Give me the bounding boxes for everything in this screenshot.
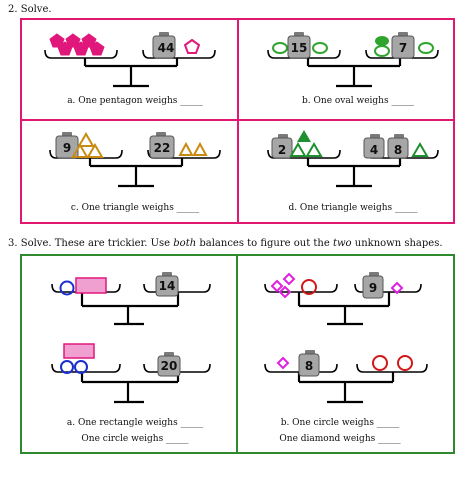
q3-left bbox=[52, 272, 242, 452]
scale-beam bbox=[85, 58, 177, 86]
weight-label: 2 bbox=[277, 143, 287, 157]
weight-label: 4 bbox=[369, 143, 379, 157]
weight-label: 7 bbox=[398, 41, 408, 55]
oval-shape bbox=[313, 43, 327, 53]
triangle-shape bbox=[180, 144, 206, 155]
weight-label: 8 bbox=[304, 359, 314, 373]
q3-right bbox=[265, 272, 455, 452]
caption-b: b. One oval weighs _____ bbox=[302, 96, 414, 106]
caption-q3-b1: b. One circle weighs _____ bbox=[280, 418, 400, 428]
weight-label: 8 bbox=[393, 143, 403, 157]
weight-label: 20 bbox=[160, 359, 178, 373]
circle-shape bbox=[373, 356, 387, 370]
oval-shape bbox=[375, 36, 389, 46]
q2-heading: 2. Solve. bbox=[8, 4, 52, 15]
caption-q3-a1: a. One rectangle weighs _____ bbox=[66, 418, 204, 428]
weight-label: 15 bbox=[290, 41, 308, 55]
triangle-shape bbox=[291, 130, 321, 156]
caption-a: a. One pentagon weighs _____ bbox=[67, 96, 203, 106]
weight-label: 9 bbox=[368, 281, 378, 295]
q2-cell-b bbox=[268, 28, 458, 123]
weight-label: 9 bbox=[62, 141, 72, 155]
caption-c: c. One triangle weighs _____ bbox=[70, 203, 200, 213]
oval-shape bbox=[419, 43, 433, 53]
oval-shape bbox=[273, 43, 287, 53]
weight-label: 22 bbox=[153, 141, 171, 155]
caption-q3-a2: One circle weighs _____ bbox=[81, 434, 189, 444]
diamond-shape bbox=[278, 358, 288, 368]
weight-label: 14 bbox=[158, 279, 176, 293]
circle-shape bbox=[398, 356, 412, 370]
triangle-shape bbox=[413, 144, 427, 156]
balance-scale-a bbox=[45, 28, 235, 123]
q2-cell-a bbox=[45, 28, 235, 123]
oval-shape bbox=[375, 46, 389, 56]
rectangle-shape bbox=[76, 278, 106, 293]
pentagon-shape bbox=[185, 40, 199, 53]
rectangle-shape bbox=[64, 344, 94, 358]
q2-cell-d bbox=[268, 128, 458, 223]
weight-label: 44 bbox=[157, 41, 175, 55]
pentagon-shape bbox=[50, 34, 104, 55]
q2-cell-c bbox=[50, 128, 240, 223]
caption-d: d. One triangle weighs _____ bbox=[288, 203, 418, 213]
diamond-shape bbox=[272, 274, 294, 297]
caption-q3-b2: One diamond weighs _____ bbox=[279, 434, 401, 444]
q3-heading: 3. Solve. These are trickier. Use both balances to figure out the two unknown shapes. bbox=[8, 238, 443, 249]
